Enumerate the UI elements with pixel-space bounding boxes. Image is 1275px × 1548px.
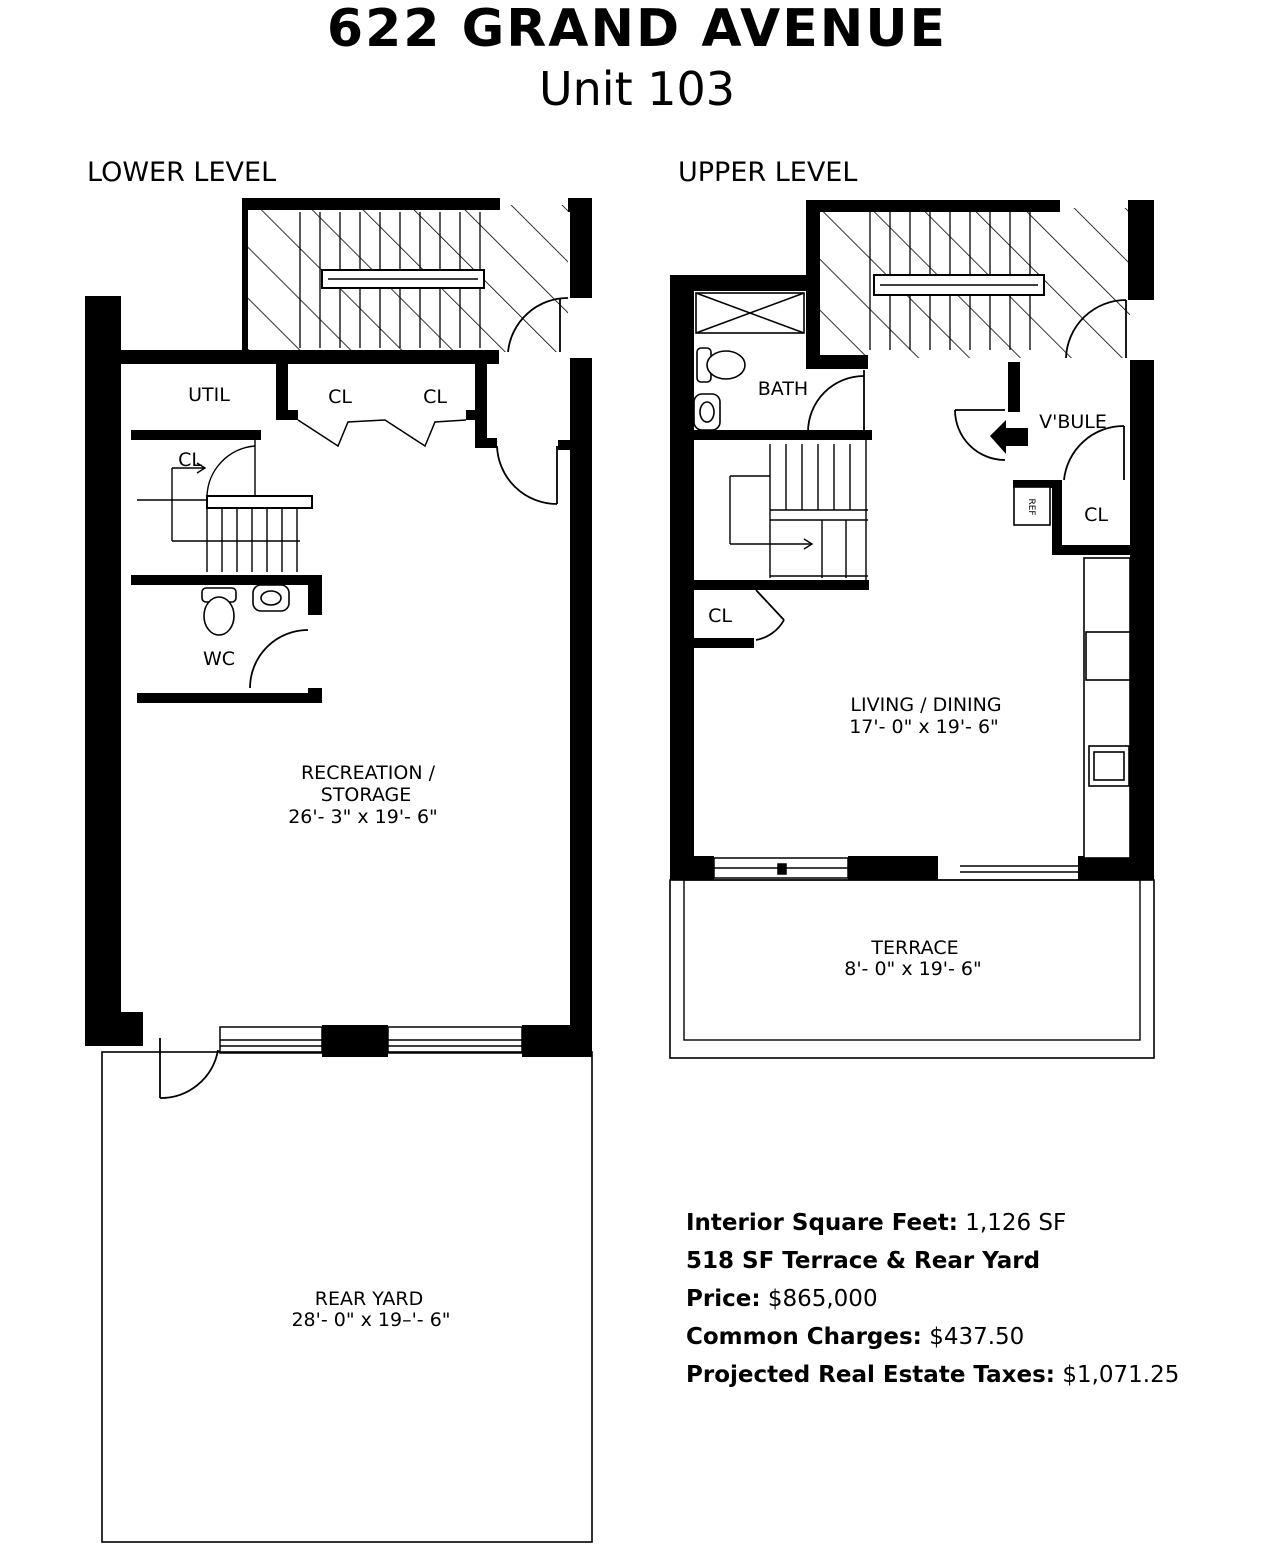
util-label: UTIL <box>188 384 230 406</box>
ref-label: REF <box>1026 498 1036 516</box>
interior-sqft-value: 1,126 SF <box>965 1210 1067 1236</box>
outdoor-sqft-row <box>686 1246 1179 1284</box>
taxes-row <box>686 1360 1179 1398</box>
vestibule-label: V'BULE <box>1039 411 1107 433</box>
taxes-label: Projected Real Estate Taxes: <box>686 1362 1055 1388</box>
common-charges-value: $437.50 <box>929 1324 1025 1350</box>
lower-fixtures <box>202 585 289 635</box>
closet-label-2: CL <box>423 386 447 408</box>
upper-inner-stair <box>730 440 868 580</box>
closet-label-3: CL <box>178 449 202 471</box>
closet-label-entry: CL <box>1084 504 1108 526</box>
common-charges-row <box>686 1322 1179 1360</box>
price-label: Price: <box>686 1286 761 1312</box>
recreation-label-line1: RECREATION / <box>300 762 436 784</box>
entry-arrow-icon <box>990 420 1028 454</box>
recreation-dims: 26'- 3" x 19'- 6" <box>288 806 438 828</box>
interior-sqft-label: Interior Square Feet: <box>686 1210 958 1236</box>
upper-level-plan <box>670 200 1154 1058</box>
kitchen-counter <box>1084 558 1130 858</box>
wc-label: WC <box>202 648 236 670</box>
listing-info <box>686 1208 1179 1398</box>
rear-yard-dims: 28'- 0" x 19–'- 6" <box>291 1309 451 1331</box>
bath-label: BATH <box>757 378 809 400</box>
page-title: 622 GRAND AVENUE <box>326 0 948 59</box>
upper-level-label: UPPER LEVEL <box>678 157 858 188</box>
terrace-dims: 8'- 0" x 19'- 6" <box>844 958 982 980</box>
price-row <box>686 1284 1179 1322</box>
lower-level-plan <box>85 198 592 1542</box>
terrace-label: TERRACE <box>871 937 959 959</box>
living-dining-dims: 17'- 0" x 19'- 6" <box>849 716 999 738</box>
bath-toilet-icon <box>707 351 745 379</box>
lower-level-label: LOWER LEVEL <box>87 157 277 188</box>
common-charges-label: Common Charges: <box>686 1324 922 1350</box>
wc-toilet-icon <box>204 597 234 635</box>
price-value: $865,000 <box>767 1286 878 1312</box>
living-dining-label: LIVING / DINING <box>850 694 1002 716</box>
recreation-label-line2: STORAGE <box>320 784 412 806</box>
taxes-value: $1,071.25 <box>1062 1362 1180 1388</box>
closet-label-stair: CL <box>708 605 732 627</box>
unit-subtitle: Unit 103 <box>538 62 736 116</box>
outdoor-sqft-text: 518 SF Terrace & Rear Yard <box>686 1248 1041 1274</box>
rear-yard-label: REAR YARD <box>314 1288 424 1310</box>
interior-sqft-row <box>686 1208 1179 1246</box>
closet-label-1: CL <box>328 386 352 408</box>
lower-small-stair <box>137 440 312 572</box>
